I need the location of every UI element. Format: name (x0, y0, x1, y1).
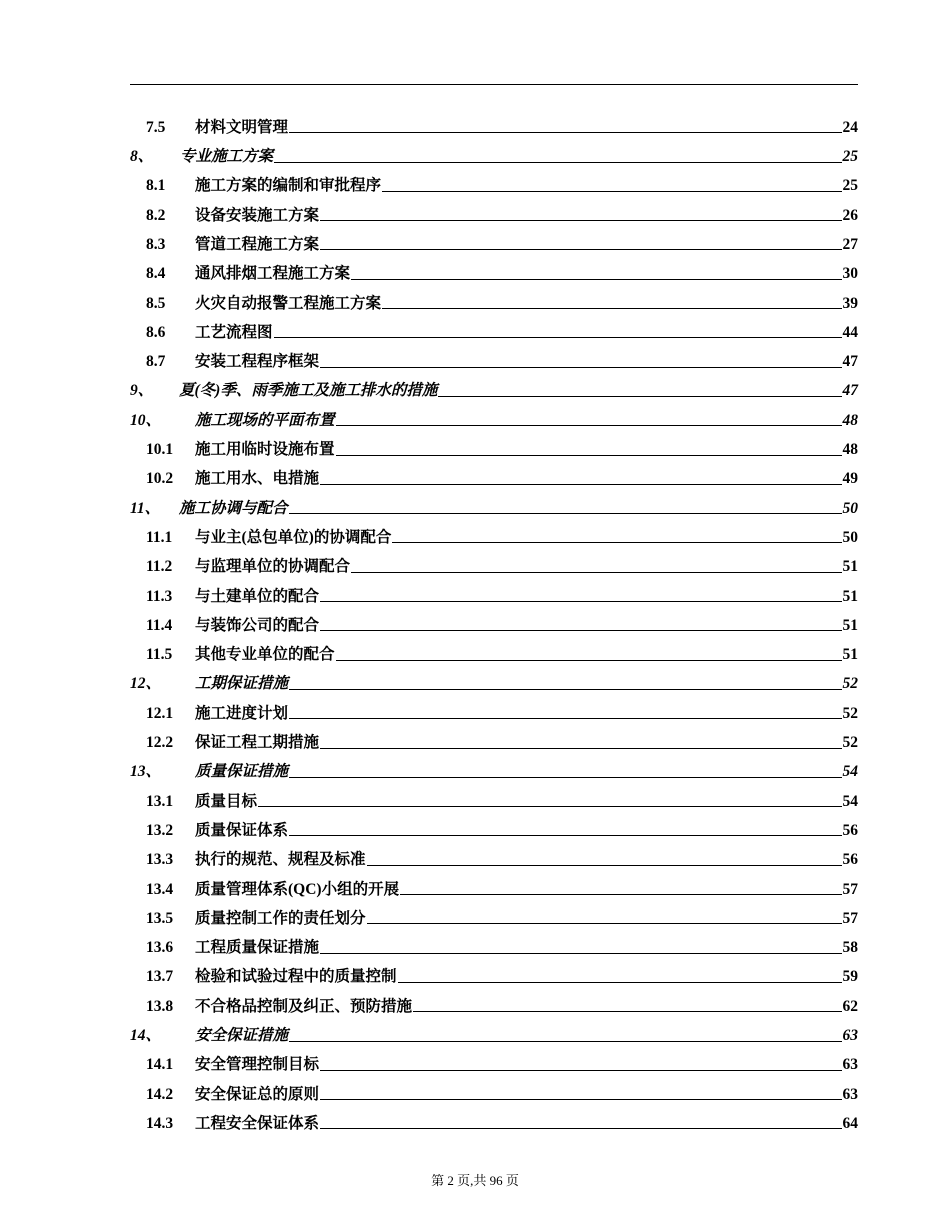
toc-entry[interactable] (130, 252, 858, 281)
toc-title: 质量保证措施 (195, 763, 289, 781)
toc-leader (320, 367, 841, 368)
toc-page: 63 (842, 1085, 858, 1103)
toc-leader (336, 455, 842, 456)
toc-page: 27 (842, 235, 858, 253)
toc-page: 44 (842, 323, 858, 341)
toc-leader (392, 542, 841, 543)
toc-page: 59 (842, 968, 858, 986)
toc-number: 10、 (130, 411, 162, 429)
toc-title: 施工现场的平面布置 (195, 411, 335, 429)
toc-page: 50 (842, 528, 858, 546)
toc-number: 11.5 (146, 646, 173, 664)
toc-title: 质量目标 (195, 792, 258, 810)
toc-title: 与业主(总包单位)的协调配合 (195, 528, 392, 546)
toc-number: 8.5 (146, 294, 166, 312)
page-footer: 第 2 页,共 96 页 (431, 1173, 519, 1188)
toc-title: 质量控制工作的责任划分 (195, 909, 366, 927)
toc-entry[interactable] (130, 223, 858, 252)
toc-number: 14.2 (146, 1085, 174, 1103)
toc-number: 11.4 (146, 616, 173, 634)
toc-leader (400, 894, 841, 895)
toc-title: 不合格品控制及纠正、预防措施 (195, 997, 413, 1015)
toc-entry[interactable] (130, 956, 858, 985)
toc-leader (320, 249, 841, 250)
toc-leader (320, 601, 841, 602)
toc-title: 检验和试验过程中的质量控制 (195, 968, 397, 986)
toc-entry[interactable] (130, 575, 858, 604)
toc-number: 11.3 (146, 587, 173, 605)
toc-entry[interactable] (130, 838, 858, 867)
toc-leader (274, 337, 842, 338)
toc-leader (351, 279, 841, 280)
toc-page: 57 (842, 880, 858, 898)
toc-entry-chapter[interactable] (130, 370, 858, 399)
toc-leader (289, 718, 841, 719)
toc-leader (367, 865, 842, 866)
toc-leader (336, 660, 842, 661)
toc-leader (320, 953, 841, 954)
toc-title: 质量保证体系 (195, 821, 289, 839)
toc-title: 与监理单位的协调配合 (195, 558, 351, 576)
toc-entry[interactable] (130, 194, 858, 223)
toc-number: 12.2 (146, 734, 174, 752)
toc-entry[interactable] (130, 926, 858, 955)
toc-page: 25 (842, 148, 858, 166)
toc-leader (382, 191, 841, 192)
toc-title: 设备安装施工方案 (195, 206, 320, 224)
toc-title: 与装饰公司的配合 (195, 616, 320, 634)
toc-page: 51 (842, 646, 858, 664)
toc-entry[interactable] (130, 809, 858, 838)
toc-number: 8.3 (146, 235, 166, 253)
toc-number: 13.8 (146, 997, 174, 1015)
toc-page: 56 (842, 851, 858, 869)
toc-leader (289, 132, 841, 133)
toc-entry[interactable] (130, 282, 858, 311)
toc-leader (320, 1128, 841, 1129)
toc-page: 48 (842, 411, 858, 429)
toc-entry[interactable] (130, 458, 858, 487)
toc-page: 58 (842, 939, 858, 957)
toc-number: 8.6 (146, 323, 166, 341)
toc-entry[interactable] (130, 1073, 858, 1102)
toc-title: 安全保证总的原则 (195, 1085, 320, 1103)
toc-leader (382, 308, 841, 309)
toc-leader (320, 748, 841, 749)
toc-entry[interactable] (130, 165, 858, 194)
toc-entry[interactable] (130, 897, 858, 926)
toc-number: 13.7 (146, 968, 174, 986)
toc-leader (289, 513, 842, 514)
toc-entry-chapter[interactable] (130, 663, 858, 692)
toc-entry[interactable] (130, 516, 858, 545)
toc-title: 安装工程程序框架 (195, 353, 320, 371)
toc-number: 9、 (130, 382, 154, 400)
toc-title: 通风排烟工程施工方案 (195, 265, 351, 283)
toc-entry[interactable] (130, 692, 858, 721)
toc-title: 工程安全保证体系 (195, 1114, 320, 1132)
toc-page: 26 (842, 206, 858, 224)
toc-title: 施工方案的编制和审批程序 (195, 177, 382, 195)
toc-title: 施工用水、电措施 (195, 470, 320, 488)
toc-number: 14.1 (146, 1056, 174, 1074)
toc-entry[interactable] (130, 311, 858, 340)
toc-number: 11.2 (146, 558, 173, 576)
toc-title: 施工进度计划 (195, 704, 289, 722)
toc-page: 51 (842, 616, 858, 634)
toc-title: 夏(冬)季、雨季施工及施工排水的措施 (179, 382, 438, 400)
table-of-contents (130, 106, 858, 1131)
toc-number: 12.1 (146, 704, 174, 722)
toc-title: 安全管理控制目标 (195, 1056, 320, 1074)
toc-leader (320, 1070, 841, 1071)
toc-entry[interactable] (130, 340, 858, 369)
toc-page: 54 (842, 792, 858, 810)
toc-page: 24 (842, 118, 858, 136)
toc-page: 39 (842, 294, 858, 312)
toc-title: 质量管理体系(QC)小组的开展 (195, 880, 400, 898)
toc-page: 62 (842, 997, 858, 1015)
toc-page: 63 (842, 1027, 858, 1044)
header-rule (130, 84, 858, 85)
toc-title: 工程质量保证措施 (195, 939, 320, 957)
toc-page: 49 (842, 470, 858, 488)
toc-number: 8.7 (146, 353, 166, 371)
toc-title: 安全保证措施 (195, 1027, 289, 1044)
toc-page: 47 (842, 382, 858, 400)
toc-entry[interactable] (130, 106, 858, 135)
toc-number: 14.3 (146, 1114, 174, 1132)
toc-title: 保证工程工期措施 (195, 734, 320, 752)
toc-page: 30 (842, 265, 858, 283)
toc-entry[interactable] (130, 868, 858, 897)
toc-number: 13.2 (146, 821, 174, 839)
toc-leader (320, 1099, 841, 1100)
toc-number: 13.6 (146, 939, 174, 957)
toc-number: 13.1 (146, 792, 174, 810)
toc-entry-chapter[interactable] (130, 1014, 858, 1043)
toc-page: 52 (842, 734, 858, 752)
toc-page: 52 (842, 704, 858, 722)
toc-leader (258, 806, 841, 807)
toc-page: 25 (842, 177, 858, 195)
toc-leader (351, 572, 841, 573)
toc-number: 13.3 (146, 851, 174, 869)
toc-number: 8.4 (146, 265, 166, 283)
toc-entry[interactable] (130, 545, 858, 574)
toc-leader (289, 1041, 841, 1042)
toc-title: 工艺流程图 (195, 323, 273, 341)
toc-leader (398, 982, 842, 983)
toc-title: 火灾自动报警工程施工方案 (195, 294, 382, 312)
toc-leader (320, 630, 841, 631)
toc-page: 51 (842, 587, 858, 605)
toc-title: 施工用临时设施布置 (195, 441, 335, 459)
toc-number: 11.1 (146, 528, 173, 546)
toc-leader (336, 425, 842, 426)
toc-entry[interactable] (130, 985, 858, 1014)
toc-entry[interactable] (130, 780, 858, 809)
toc-title: 其他专业单位的配合 (195, 646, 335, 664)
toc-entry-chapter[interactable] (130, 487, 858, 516)
toc-page: 50 (842, 499, 858, 517)
toc-number: 8.1 (146, 177, 166, 195)
toc-number: 13、 (130, 763, 162, 781)
toc-leader (413, 1011, 841, 1012)
toc-entry[interactable] (130, 604, 858, 633)
toc-entry[interactable] (130, 1044, 858, 1073)
toc-entry-chapter[interactable] (130, 399, 858, 428)
toc-page: 51 (842, 558, 858, 576)
toc-page: 63 (842, 1056, 858, 1074)
toc-title: 施工协调与配合 (179, 499, 288, 517)
toc-number: 13.5 (146, 909, 174, 927)
toc-title: 与土建单位的配合 (195, 587, 320, 605)
toc-title: 管道工程施工方案 (195, 235, 320, 253)
toc-page: 54 (842, 763, 858, 781)
toc-leader (320, 220, 841, 221)
toc-leader (320, 484, 841, 485)
toc-leader (289, 689, 841, 690)
toc-number: 12、 (130, 675, 162, 693)
toc-title: 执行的规范、规程及标准 (195, 851, 366, 869)
toc-page: 64 (842, 1114, 858, 1132)
toc-title: 工期保证措施 (195, 675, 289, 693)
toc-entry[interactable] (130, 428, 858, 457)
toc-number: 14、 (130, 1027, 162, 1044)
toc-entry[interactable] (130, 721, 858, 750)
toc-entry[interactable] (130, 633, 858, 662)
toc-number: 7.5 (146, 118, 166, 136)
toc-page: 56 (842, 821, 858, 839)
toc-page: 48 (842, 441, 858, 459)
toc-page: 47 (842, 353, 858, 371)
toc-number: 11、 (130, 499, 161, 517)
toc-leader (289, 777, 841, 778)
toc-number: 10.1 (146, 441, 174, 459)
toc-title: 材料文明管理 (195, 118, 289, 136)
toc-number: 13.4 (146, 880, 174, 898)
toc-entry-chapter[interactable] (130, 751, 858, 780)
toc-title: 专业施工方案 (180, 148, 274, 166)
toc-leader (367, 923, 842, 924)
toc-page: 57 (842, 909, 858, 927)
toc-number: 10.2 (146, 470, 174, 488)
toc-page: 52 (842, 675, 858, 693)
toc-number: 8.2 (146, 206, 166, 224)
toc-leader (274, 162, 841, 163)
toc-number: 8、 (130, 148, 154, 166)
toc-entry[interactable] (130, 1102, 858, 1131)
toc-leader (438, 396, 841, 397)
toc-entry-chapter[interactable] (130, 135, 858, 164)
toc-leader (289, 835, 841, 836)
